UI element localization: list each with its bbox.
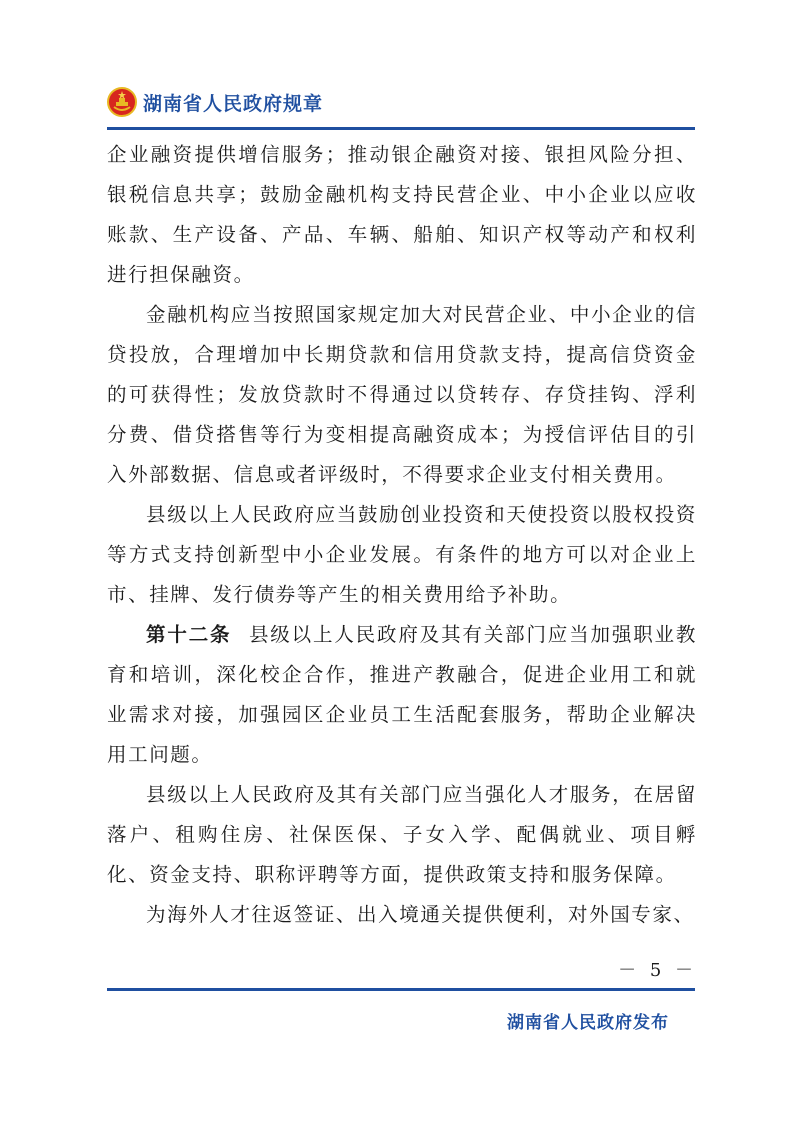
paragraph: 县级以上人民政府应当鼓励创业投资和天使投资以股权投资等方式支持创新型中小企业发展。有条件的地方可以对企业上市、挂牌、发行债券等产生的相关费用给予补助。 [107,503,697,606]
header-divider [107,127,695,130]
document-body [107,135,697,935]
document-header [107,82,695,122]
page-number: － 5 － [618,960,697,981]
paragraph: 企业融资提供增信服务；推动银企融资对接、银担风险分担、银税信息共享；鼓励金融机构支持民营企业、中小企业以应收账款、生产设备、产品、车辆、船舶、知识产权等动产和权利进行担保融资。 [107,143,697,286]
national-emblem-icon [107,87,137,117]
article-number: 第十二条 [146,623,232,646]
paragraph: 县级以上人民政府及其有关部门应当强化人才服务，在居留落户、租购住房、社保医保、子女入学、配偶就业、项目孵化、资金支持、职称评聘等方面，提供政策支持和服务保障。 [107,783,697,886]
footer-publisher: 湖南省人民政府发布 [507,1013,669,1033]
paragraph: 金融机构应当按照国家规定加大对民营企业、中小企业的信贷投放，合理增加中长期贷款和信用贷款支持，提高信贷资金的可获得性；发放贷款时不得通过以贷转存、存贷挂钩、浮利分费、借贷搭售等行为变相提高融资成本；为授信评估目的引入外部数据、信息或者评级时，不得要求企业支付相关费用。 [107,303,697,486]
paragraph: 为海外人才往返签证、出入境通关提供便利，对外国专家、 [146,903,695,926]
article-text: 县级以上人民政府及其有关部门应当加强职业教育和培训，深化校企合作，推进产教融合，促进企业用工和就业需求对接，加强园区企业员工生活配套服务，帮助企业解决用工问题。 [107,623,697,766]
footer-divider [107,988,695,991]
document-header-title: 湖南省人民政府规章 [143,92,324,115]
article-paragraph [107,615,697,775]
